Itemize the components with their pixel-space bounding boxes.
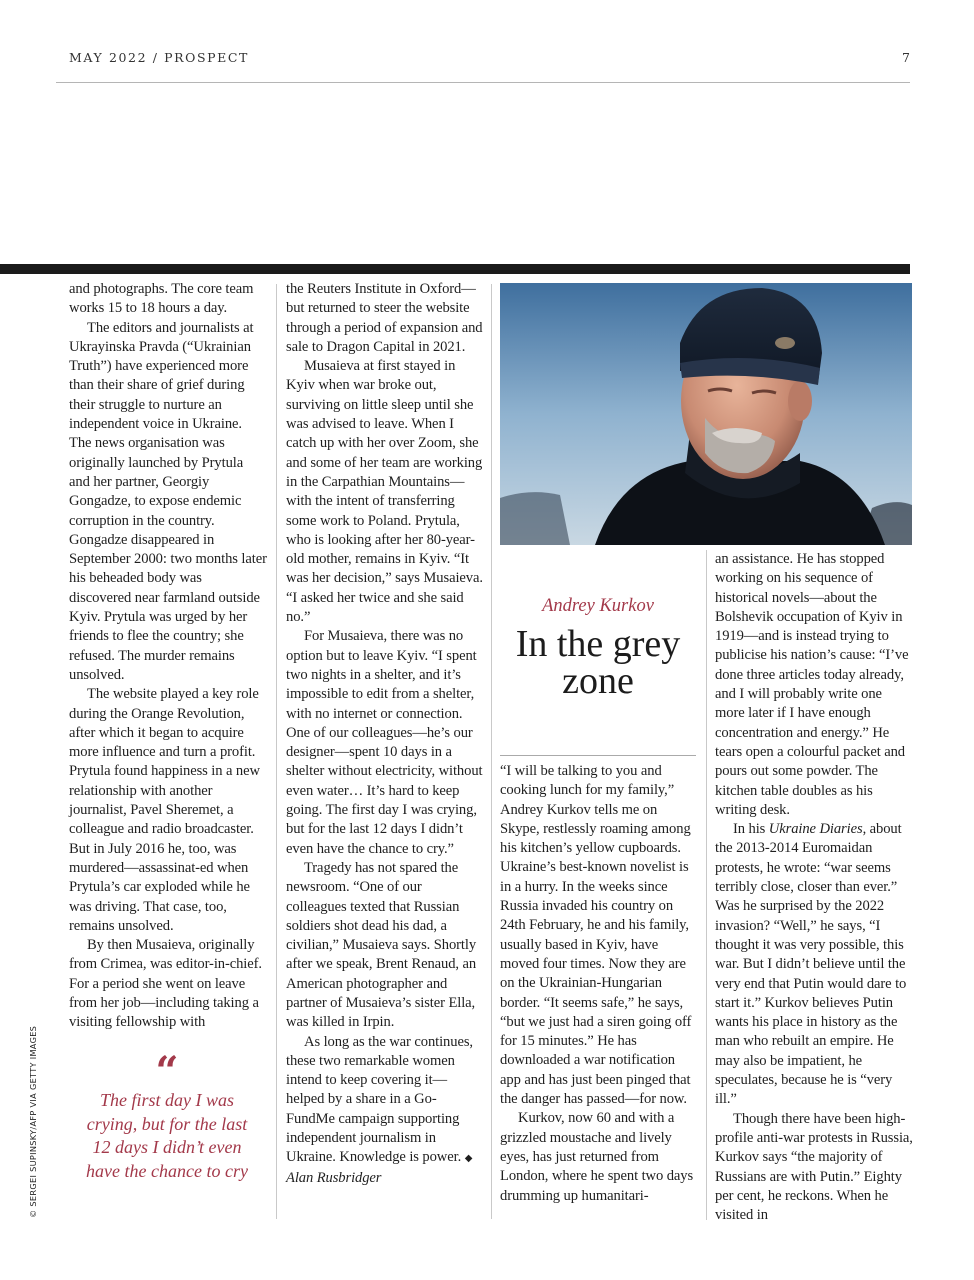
paragraph bbox=[715, 820, 913, 1109]
paragraph-text: , about the 2013-2014 Euromaidan protests, he wrote: “war seems terribly close, closer than ever.” Was he surprised by the 2022 invasion? “Well,” he says, “I thought it was very possible, this war. But I didn’t believe until the very end that Putin would dare to start it.” Kurkov believes Putin wants his place in history as the man who rebuilt an empire. He may also be impatient, he speculates, because he is “very ill.” bbox=[715, 821, 907, 1108]
paragraph: By then Musaieva, originally from Crimea, was editor-in-chief. For a period she went on leave from her job—including taking a visiting fellowship with bbox=[69, 937, 262, 1031]
pull-quote bbox=[82, 1048, 252, 1183]
feature-byline: Andrey Kurkov bbox=[542, 596, 654, 616]
article-column-1 bbox=[69, 280, 267, 1033]
paragraph: “I will be talking to you and cooking lunch for my family,” Andrey Kurkov tells me on Skype, restlessly roaming among his kitchen’s yellow cupboards. Ukraine’s best-known novelist is in a hurry. In the weeks since Russia invaded his country on 24th February, he and his family, usually based in Kyiv, have moved four times. Now they are on the Ukrainian-Hungarian border. “It seems safe,” he says, “but we just had a siren going off for 15 minutes.” He has downloaded a war notification app and has just been pinged that the danger has passed—for now. bbox=[500, 763, 692, 1108]
end-mark-icon: ◆ bbox=[464, 1153, 473, 1165]
column-divider bbox=[706, 550, 707, 1220]
paragraph-text: In his bbox=[733, 821, 769, 838]
pull-quote-text: The first day I was crying, but for the last 12 days I didn’t even have the chance to cry bbox=[86, 1090, 248, 1181]
paragraph: an assistance. He has stopped working on his sequence of historical novels—about the Bolshevik occupation of Kyiv in 1919—and is instead trying to publicise his nation’s cause: “I’ve done three articles today already, and I will probably write one more later if I have enough concentration and energy.” He tears open a colourful packet and pours out some powder. The kitchen table doubles as his writing desk. bbox=[715, 551, 909, 818]
quote-mark-icon: “ bbox=[155, 1048, 179, 1095]
issue-label: MAY 2022 / PROSPECT bbox=[69, 50, 249, 65]
paragraph: The editors and journalists at Ukrayinska Pravda (“Ukrainian Truth”) have experienced more than their share of grief during their struggle to nurture an independent voice in Ukraine. The news organisation was originally launched by Prytula and her partner, Georgiy Gongadze, to expose endemic corruption in the country. Gongadze disappeared in September 2000: two months later his beheaded body was discovered near farmland outside Kyiv. Prytula was urged by her friends to flee the country; she refused. The murder remains unsolved. bbox=[69, 319, 267, 683]
running-header bbox=[69, 50, 910, 70]
paragraph: Musaieva at first stayed in Kyiv when war broke out, surviving on little sleep until she was advised to leave. When I catch up with her over Zoom, she and some of her team are working in the Carpathian Mountains—with the intent of transferring some work to Poland. Prytula, who is looking after her 80-year-old mother, remains in Kyiv. “It was her decision,” says Musaieva. “I asked her twice and she said no.” bbox=[286, 358, 483, 626]
headline-rule bbox=[500, 755, 696, 756]
photo-credit: © SERGEI SUPINSKY/AFP VIA GETTY IMAGES bbox=[28, 1025, 38, 1218]
book-title: Ukraine Diaries bbox=[768, 821, 863, 838]
paragraph: and photographs. The core team works 15 to 18 hours a day. bbox=[69, 281, 254, 317]
article-column-3 bbox=[500, 762, 698, 1206]
paragraph bbox=[286, 1033, 484, 1188]
paragraph: the Reuters Institute in Oxford—but returned to steer the website through a period of expansion and sale to Dragon Capital in 2021. bbox=[286, 281, 483, 355]
feature-headline: In the grey zone bbox=[515, 623, 681, 702]
paragraph: For Musaieva, there was no option but to leave Kyiv. “I spent two nights in a shelter, and it’s impossible to edit from a shelter, with no internet or connection. One of our colleagues—he’s our designer—spent 10 days in a shelter without electricity, without even water… It’s hard to keep going. The first day I was crying, but for the last 12 days I didn’t even have the chance to cry.” bbox=[286, 628, 483, 857]
paragraph: Tragedy has not spared the newsroom. “One of our colleagues texted that Russian soldiers shot dead his dad, a civilian,” Musaieva says. Shortly after we speak, Brent Renaud, an American photographer and partner of Musaieva’s sister Ella, was killed in Irpin. bbox=[286, 859, 477, 1031]
portrait-image bbox=[500, 283, 912, 545]
header-divider bbox=[56, 82, 910, 83]
column-divider bbox=[491, 284, 492, 1219]
column-divider bbox=[276, 284, 277, 1219]
author-signature: Alan Rusbridger bbox=[286, 1169, 382, 1186]
section-bar bbox=[0, 264, 910, 274]
paragraph: Kurkov, now 60 and with a grizzled moustache and lively eyes, has just returned from London, where he spent two days drumming up humanitari- bbox=[500, 1110, 694, 1204]
author-photo bbox=[500, 283, 912, 545]
page-number: 7 bbox=[902, 50, 910, 65]
paragraph: The website played a key role during the Orange Revolution, after which it began to acquire more influence and turn a profit. Prytula found happiness in a new relationship with another journalist, Pavel Sheremet, a colleague and radio broadcaster. But in July 2016 he, too, was murdered—assassinat-ed when Prytula’s car exploded while he was driving. That case, too, remains unsolved. bbox=[69, 686, 260, 934]
article-column-4 bbox=[715, 550, 913, 1225]
paragraph: Though there have been high-profile anti-war protests in Russia, Kurkov says “the majority of Russians are with Putin.” Eighty per cent, he reckons. When he visited in bbox=[715, 1110, 913, 1224]
paragraph-text: As long as the war continues, these two remarkable women intend to keep covering it—helped by a share in a Go-FundMe campaign supporting independent journalism in Ukraine. Knowledge is power. bbox=[286, 1033, 473, 1166]
article-column-2 bbox=[286, 280, 484, 1188]
